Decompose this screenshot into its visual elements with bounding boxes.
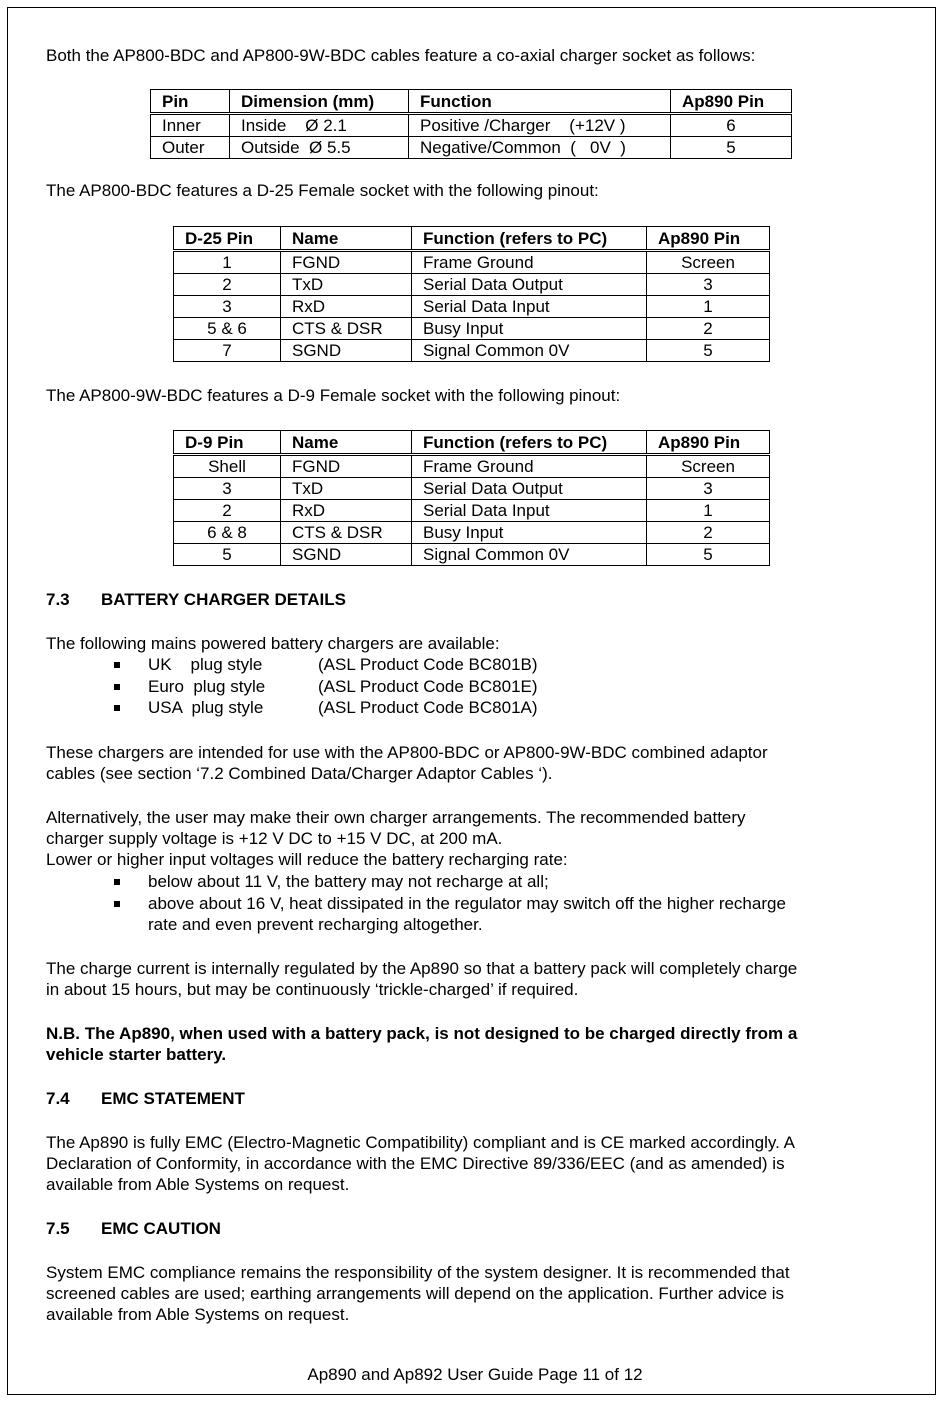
table-cell: Serial Data Output [412, 478, 647, 500]
table-cell: FGND [281, 455, 412, 478]
section-heading-7-5 [46, 1218, 221, 1239]
paragraph-line: System EMC compliance remains the responsibility of the system designer. It is recommended that [46, 1263, 790, 1282]
table-cell: TxD [281, 274, 412, 296]
section-title: BATTERY CHARGER DETAILS [101, 590, 346, 609]
table-cell: 1 [647, 296, 770, 318]
table-cell: FGND [281, 251, 412, 274]
table-cell: 5 [647, 340, 770, 362]
d25-pinout-table [173, 226, 770, 362]
table-header: Name [281, 431, 412, 455]
table-cell: Serial Data Input [412, 296, 647, 318]
paragraph-line: cables (see section ‘7.2 Combined Data/Charger Adaptor Cables ‘). [46, 764, 553, 783]
table-row [174, 340, 770, 362]
list-item-line: above about 16 V, heat dissipated in the regulator may switch off the higher recharge [148, 893, 786, 913]
charger-list [114, 654, 538, 719]
table-cell: 5 [174, 544, 281, 566]
table-cell: Inner [151, 114, 230, 137]
table-header: Function (refers to PC) [412, 431, 647, 455]
table-cell: 3 [174, 478, 281, 500]
table-row [174, 296, 770, 318]
paragraph-line: Alternatively, the user may make their own charger arrangements. The recommended battery [46, 808, 746, 827]
section-heading-7-3 [46, 589, 346, 610]
table-row [174, 522, 770, 544]
d9-intro: The AP800-9W-BDC features a D-9 Female socket with the following pinout: [46, 386, 621, 405]
paragraph-line: in about 15 hours, but may be continuously ‘trickle-charged’ if required. [46, 980, 579, 999]
table-cell: Frame Ground [412, 455, 647, 478]
table-cell: Outer [151, 137, 230, 159]
section-number: 7.5 [46, 1219, 70, 1238]
table-header: Name [281, 227, 412, 251]
table-cell: 5 & 6 [174, 318, 281, 340]
list-item: below about 11 V, the battery may not recharge at all; [114, 871, 786, 893]
nb-line: vehicle starter battery. [46, 1045, 227, 1064]
paragraph-line: These chargers are intended for use with the AP800-BDC or AP800-9W-BDC combined adaptor [46, 743, 768, 762]
table-cell: RxD [281, 296, 412, 318]
table-row [151, 114, 792, 137]
table-row [174, 478, 770, 500]
table-cell: 5 [647, 544, 770, 566]
list-item [114, 893, 786, 915]
paragraph-line: available from Able Systems on request. [46, 1175, 350, 1194]
table-cell: Busy Input [412, 522, 647, 544]
table-cell: Signal Common 0V [412, 544, 647, 566]
section-title: EMC CAUTION [101, 1219, 221, 1238]
table-header: D-9 Pin [174, 431, 281, 455]
page-footer: Ap890 and Ap892 User Guide Page 11 of 12 [307, 1365, 643, 1384]
table-row [174, 544, 770, 566]
table-cell: Negative/Common ( 0V ) [409, 137, 671, 159]
table-header: Dimension (mm) [230, 90, 409, 114]
table-header: Pin [151, 90, 230, 114]
d9-pinout-table [173, 430, 770, 566]
table-cell: 6 [671, 114, 792, 137]
section-title: EMC STATEMENT [101, 1089, 245, 1108]
paragraph-line: Lower or higher input voltages will reduce the battery recharging rate: [46, 850, 568, 869]
table-header: Function [409, 90, 671, 114]
paragraph-line: available from Able Systems on request. [46, 1305, 350, 1324]
voltage-list [114, 871, 786, 936]
table-cell: Inside Ø 2.1 [230, 114, 409, 137]
table-cell: CTS & DSR [281, 522, 412, 544]
table-cell: 2 [647, 522, 770, 544]
charger-code: (ASL Product Code BC801E) [318, 676, 538, 696]
table-cell: 3 [174, 296, 281, 318]
paragraph: The following mains powered battery chargers are available: [46, 634, 500, 653]
table-cell: 2 [174, 500, 281, 522]
table-cell: Busy Input [412, 318, 647, 340]
table-cell: Screen [647, 455, 770, 478]
list-item [114, 654, 538, 676]
table-cell: 1 [174, 251, 281, 274]
table-cell: 3 [647, 478, 770, 500]
table-row [174, 251, 770, 274]
table-header: Function (refers to PC) [412, 227, 647, 251]
section-heading-7-4 [46, 1088, 245, 1109]
charger-style: Euro plug style [148, 676, 266, 696]
table-cell: TxD [281, 478, 412, 500]
table-row [174, 500, 770, 522]
section-number: 7.4 [46, 1089, 70, 1108]
nb-line: N.B. The Ap890, when used with a battery pack, is not designed to be charged directly from a [46, 1024, 798, 1043]
paragraph-line: The charge current is internally regulated by the Ap890 so that a battery pack will completely charge [46, 959, 798, 978]
table-cell: SGND [281, 340, 412, 362]
table-cell: 2 [647, 318, 770, 340]
table-header: D-25 Pin [174, 227, 281, 251]
table-cell: Serial Data Input [412, 500, 647, 522]
table-cell: Outside Ø 5.5 [230, 137, 409, 159]
table-header: Ap890 Pin [647, 431, 770, 455]
table-row [174, 455, 770, 478]
table-cell: RxD [281, 500, 412, 522]
table-cell: 5 [671, 137, 792, 159]
table-row [174, 318, 770, 340]
paragraph-line: Declaration of Conformity, in accordance with the EMC Directive 89/336/EEC (and as amended) is [46, 1154, 785, 1173]
table-cell: Frame Ground [412, 251, 647, 274]
table-cell: CTS & DSR [281, 318, 412, 340]
table-row [151, 137, 792, 159]
table-header: Ap890 Pin [671, 90, 792, 114]
list-item-continuation: rate and even prevent recharging altogether. [148, 915, 483, 934]
charger-code: (ASL Product Code BC801A) [318, 698, 538, 717]
table-cell: Shell [174, 455, 281, 478]
table-cell: 1 [647, 500, 770, 522]
charger-style: USA plug style [148, 698, 264, 717]
charger-style: UK plug style [148, 655, 263, 674]
paragraph-line: charger supply voltage is +12 V DC to +15 V DC, at 200 mA. [46, 829, 503, 848]
table-cell: Positive /Charger (+12V ) [409, 114, 671, 137]
table-cell: SGND [281, 544, 412, 566]
coax-intro: Both the AP800-BDC and AP800-9W-BDC cables feature a co-axial charger socket as follows: [46, 46, 756, 65]
paragraph-line: screened cables are used; earthing arrangements will depend on the application. Further advice is [46, 1284, 785, 1303]
coax-socket-table [150, 89, 792, 159]
paragraph-line: The Ap890 is fully EMC (Electro-Magnetic Compatibility) compliant and is CE marked accordingly. A [46, 1133, 795, 1152]
section-number: 7.3 [46, 590, 70, 609]
table-cell: 6 & 8 [174, 522, 281, 544]
table-cell: Serial Data Output [412, 274, 647, 296]
table-cell: 2 [174, 274, 281, 296]
table-cell: Signal Common 0V [412, 340, 647, 362]
table-cell: 3 [647, 274, 770, 296]
table-row [174, 274, 770, 296]
list-item [114, 676, 538, 698]
table-cell: Screen [647, 251, 770, 274]
d25-intro: The AP800-BDC features a D-25 Female socket with the following pinout: [46, 181, 599, 200]
table-header: Ap890 Pin [647, 227, 770, 251]
list-item [114, 697, 538, 719]
charger-code: (ASL Product Code BC801B) [318, 655, 538, 674]
table-cell: 7 [174, 340, 281, 362]
